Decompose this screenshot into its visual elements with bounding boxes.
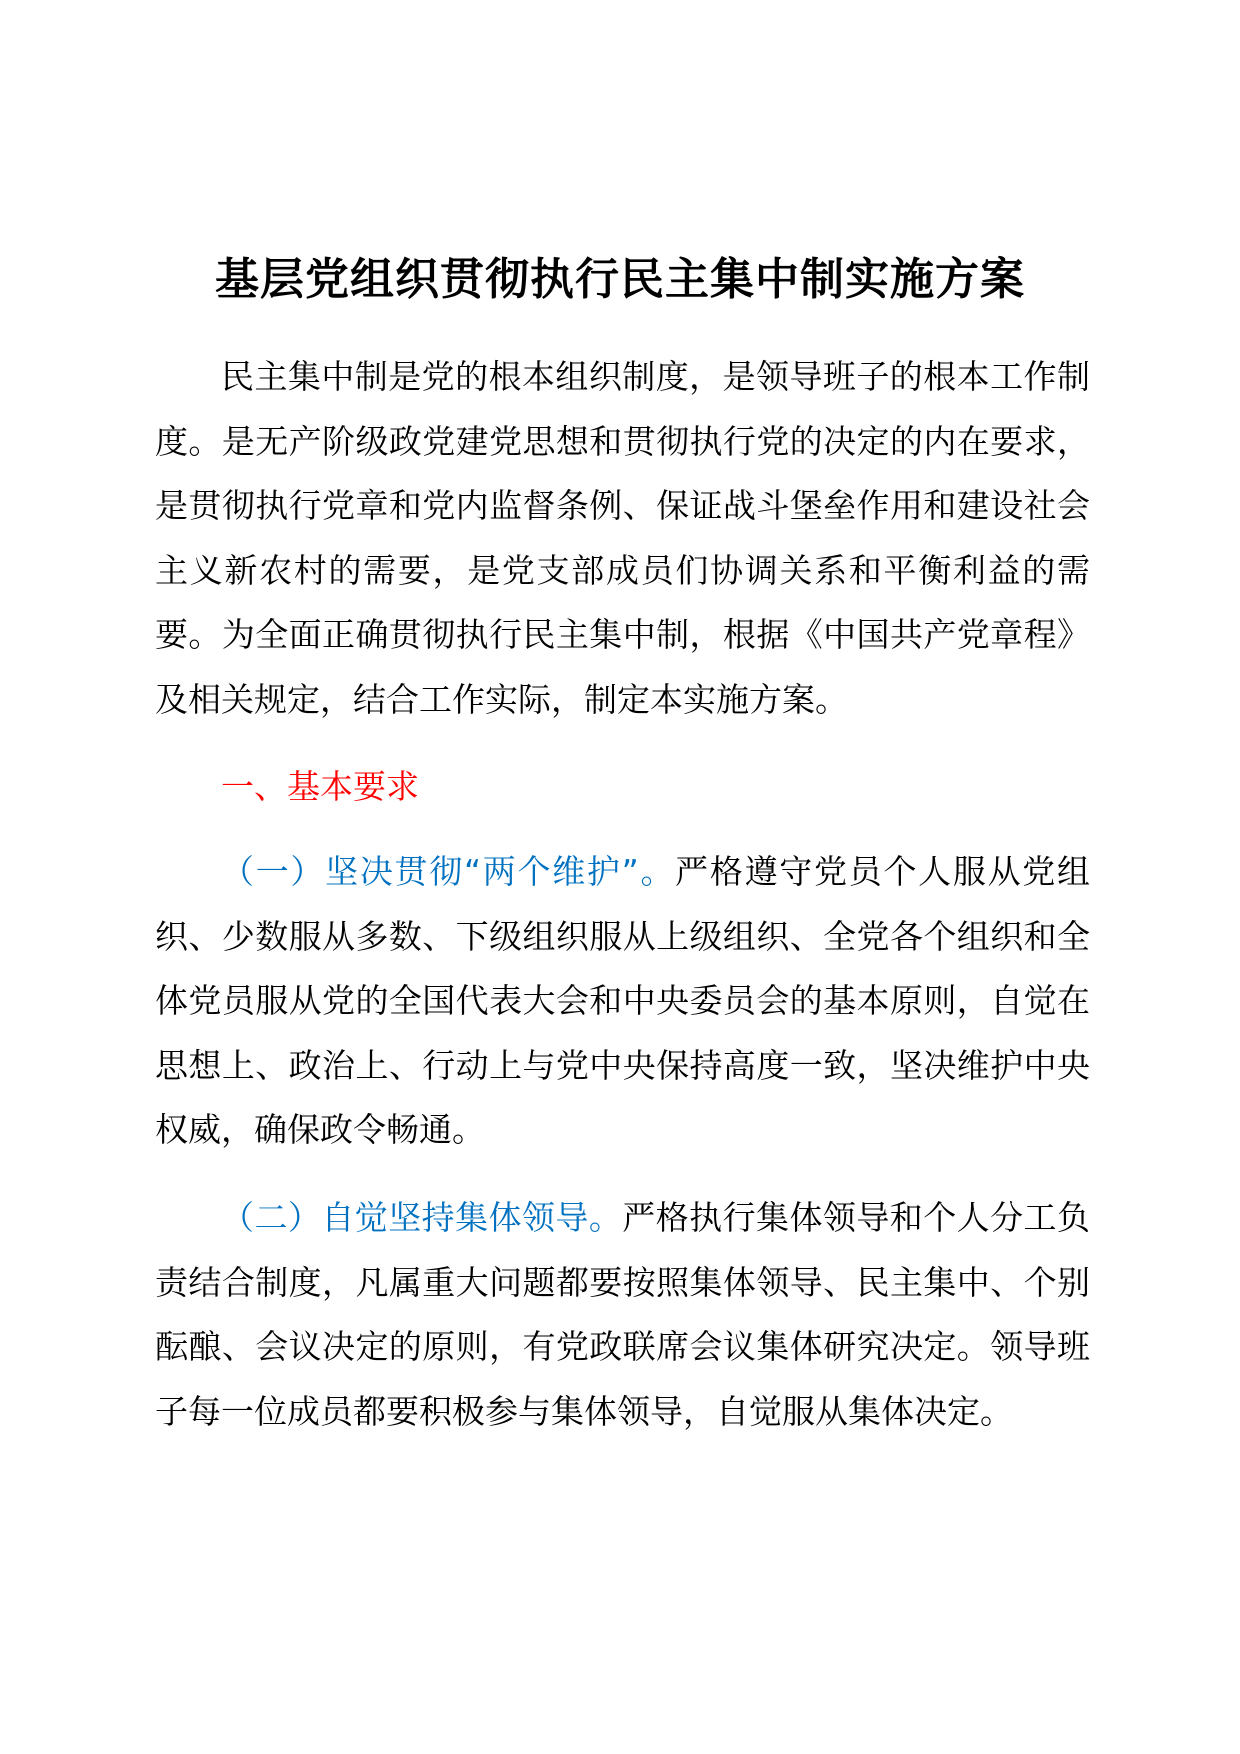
item-text-2: 严格执行集体领导和个人分工负责结合制度，凡属重大问题都要按照集体领导、民主集中、个别酝酿、会议决定的原则，有党政联席会议集体研究决定。领导班子每一位成员都要积极参与集体领导，自觉服从集体决定。 — [155, 1198, 1091, 1431]
document-title: 基层党组织贯彻执行民主集中制实施方案 — [215, 254, 1025, 305]
intro-paragraph: 民主集中制是党的根本组织制度，是领导班子的根本工作制度。是无产阶级政党建党思想和贯彻执行党的决定的内在要求，是贯彻执行党章和党内监督条例、保证战斗堡垒作用和建设社会主义新农村的需要，是党支部成员们协调关系和平衡利益的需要。为全面正确贯彻执行民主集中制，根据《中国共产党章程》及相关规定，结合工作实际，制定本实施方案。 — [155, 357, 1090, 719]
item-paragraph-1 — [155, 840, 1090, 1163]
item-heading-1: （一）坚决贯彻“两个维护”。 — [221, 852, 676, 891]
item-paragraph-2 — [155, 1186, 1090, 1444]
item-text-1: 严格遵守党员个人服从党组织、少数服从多数、下级组织服从上级组织、全党各个组织和全体党员服从党的全国代表大会和中央委员会的基本原则，自觉在思想上、政治上、行动上与党中央保持高度一致，坚决维护中央权威，确保政令畅通。 — [155, 852, 1091, 1149]
section-heading: 一、基本要求 — [221, 767, 419, 806]
item-heading-2: （二）自觉坚持集体领导。 — [221, 1198, 623, 1237]
